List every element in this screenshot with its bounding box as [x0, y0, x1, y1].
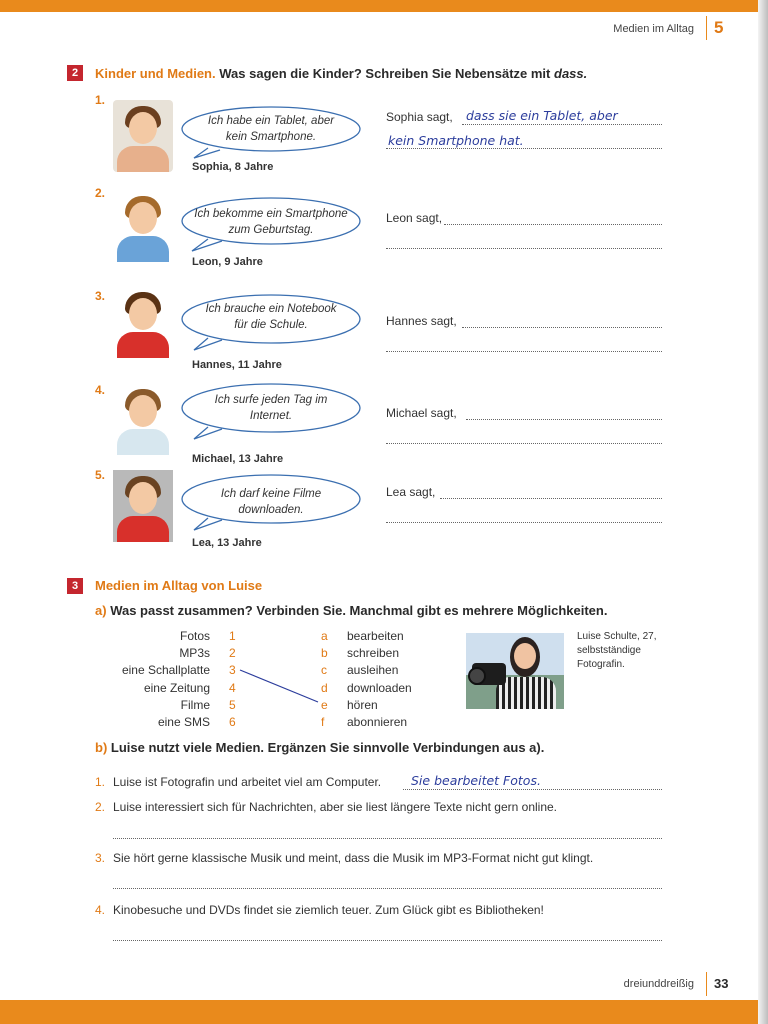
left-number: 6 — [229, 715, 236, 729]
running-header: Medien im Alltag — [613, 23, 694, 35]
answer-line — [444, 224, 662, 225]
answer-line — [113, 940, 662, 941]
caption-line: Fotografin. — [577, 659, 625, 670]
item-number: 3. — [95, 289, 106, 303]
quote-leon — [186, 206, 356, 238]
task-a-label: a) — [95, 603, 107, 618]
caption-lea: Lea, 13 Jahre — [192, 537, 262, 549]
quote-line: kein Smartphone. — [225, 131, 317, 143]
caption-leon: Leon, 9 Jahre — [192, 256, 263, 268]
right-item: downloaden — [347, 681, 412, 695]
caption-line: selbstständige — [577, 645, 641, 656]
answer-line — [386, 522, 662, 523]
top-color-bar — [0, 0, 768, 12]
photo-luise — [466, 633, 564, 709]
right-letter: b — [321, 646, 328, 660]
quote-line: Ich brauche ein Notebook — [205, 303, 337, 315]
exercise-3-number: 3 — [67, 578, 83, 594]
quote-hannes — [186, 301, 356, 333]
exercise-2-number: 2 — [67, 65, 83, 81]
lead-lea: Lea sagt, — [386, 485, 436, 499]
answer-handwritten: dass sie ein Tablet, aber — [466, 108, 618, 123]
right-item: schreiben — [347, 646, 400, 660]
right-item: ausleihen — [347, 663, 399, 677]
quote-line: downloaden. — [238, 504, 304, 516]
quote-line: Internet. — [249, 410, 293, 422]
caption-hannes: Hannes, 11 Jahre — [192, 359, 282, 371]
photo-michael — [113, 383, 173, 455]
sentence: Luise ist Fotografin und arbeitet viel am Computer. — [113, 775, 382, 789]
caption-michael: Michael, 13 Jahre — [192, 453, 284, 465]
caption-sophia: Sophia, 8 Jahre — [192, 161, 274, 173]
photo-caption-luise — [577, 630, 657, 672]
left-item: eine Schallplatte — [121, 663, 210, 677]
exercise-3-title: Medien im Alltag von Luise — [95, 578, 263, 593]
right-item: bearbeiten — [347, 629, 404, 643]
answer-line — [113, 838, 662, 839]
answer-line — [403, 789, 662, 790]
left-item: eine Zeitung — [143, 681, 210, 695]
right-letter: f — [321, 715, 325, 729]
answer-line — [386, 248, 662, 249]
page-edge-shadow — [758, 0, 768, 1024]
quote-line: Ich surfe jeden Tag im — [214, 394, 328, 406]
exercise-2-title-colored: Kinder und Medien. — [95, 66, 216, 81]
left-item: eine SMS — [157, 715, 210, 729]
quote-lea — [186, 486, 356, 518]
right-letter: e — [321, 698, 328, 712]
item-number: 1. — [95, 93, 106, 107]
left-item: MP3s — [179, 646, 210, 660]
answer-line — [462, 327, 662, 328]
answer-handwritten: kein Smartphone hat. — [388, 133, 524, 148]
task-b-label: b) — [95, 740, 108, 755]
quote-line: für die Schule. — [234, 319, 308, 331]
answer-line — [386, 148, 662, 149]
item-number: 4. — [95, 383, 106, 397]
quote-line: zum Geburtstag. — [228, 224, 314, 236]
lead-hannes: Hannes sagt, — [386, 314, 457, 328]
quote-line: Ich bekomme ein Smartphone — [194, 208, 348, 220]
bottom-color-bar — [0, 1000, 768, 1024]
task-a-instruction — [95, 603, 607, 618]
left-number: 2 — [229, 646, 236, 660]
match-line[interactable] — [236, 664, 326, 708]
quote-sophia — [186, 113, 356, 145]
exercise-2-title-italic: dass. — [554, 66, 588, 81]
left-number: 4 — [229, 681, 236, 695]
sentence-number: 2. — [95, 800, 106, 814]
quote-line: Ich darf keine Filme — [220, 488, 322, 500]
left-number: 1 — [229, 629, 236, 643]
quote-michael — [186, 392, 356, 424]
item-number: 2. — [95, 186, 106, 200]
lead-sophia: Sophia sagt, — [386, 110, 453, 124]
left-number: 5 — [229, 698, 236, 712]
answer-line — [386, 351, 662, 352]
sentence-number: 1. — [95, 775, 106, 789]
lead-michael: Michael sagt, — [386, 406, 457, 420]
caption-line: Luise Schulte, 27, — [577, 631, 657, 642]
sentence: Kinobesuche und DVDs findet sie ziemlich teuer. Zum Glück gibt es Bibliotheken! — [113, 903, 544, 917]
right-item: abonnieren — [347, 715, 408, 729]
right-item: hören — [347, 698, 378, 712]
page-number: 33 — [706, 972, 728, 996]
answer-line — [113, 888, 662, 889]
sentence: Luise interessiert sich für Nachrichten, aber sie liest längere Texte nicht gern online. — [113, 800, 558, 814]
left-number: 3 — [229, 663, 236, 677]
exercise-2-title — [95, 66, 587, 81]
left-item: Fotos — [179, 629, 210, 643]
answer-line — [386, 443, 662, 444]
answer-handwritten: Sie bearbeitet Fotos. — [411, 773, 541, 788]
answer-line — [466, 419, 662, 420]
left-item: Filme — [180, 698, 210, 712]
right-letter: a — [321, 629, 328, 643]
answer-line — [440, 498, 662, 499]
right-letter: d — [321, 681, 328, 695]
photo-leon — [113, 190, 173, 262]
exercise-2-title-rest: Was sagen die Kinder? Schreiben Sie Nebensätze mit — [219, 66, 551, 81]
page-number-word: dreiunddreißig — [623, 978, 694, 990]
photo-sophia — [113, 100, 173, 172]
task-b-instruction — [95, 740, 544, 755]
right-letter: c — [321, 663, 327, 677]
sentence-number: 3. — [95, 851, 106, 865]
answer-line — [462, 124, 662, 125]
sentence-number: 4. — [95, 903, 106, 917]
chapter-number: 5 — [706, 16, 723, 40]
quote-line: Ich habe ein Tablet, aber — [207, 115, 335, 127]
photo-lea — [113, 470, 173, 542]
task-a-text: Was passt zusammen? Verbinden Sie. Manchmal gibt es mehrere Möglichkeiten. — [110, 603, 608, 618]
task-b-text: Luise nutzt viele Medien. Ergänzen Sie sinnvolle Verbindungen aus a). — [110, 740, 545, 755]
item-number: 5. — [95, 468, 106, 482]
lead-leon: Leon sagt, — [386, 211, 443, 225]
photo-hannes — [113, 286, 173, 358]
sentence: Sie hört gerne klassische Musik und meint, dass die Musik im MP3-Format nicht gut klingt. — [113, 851, 594, 865]
